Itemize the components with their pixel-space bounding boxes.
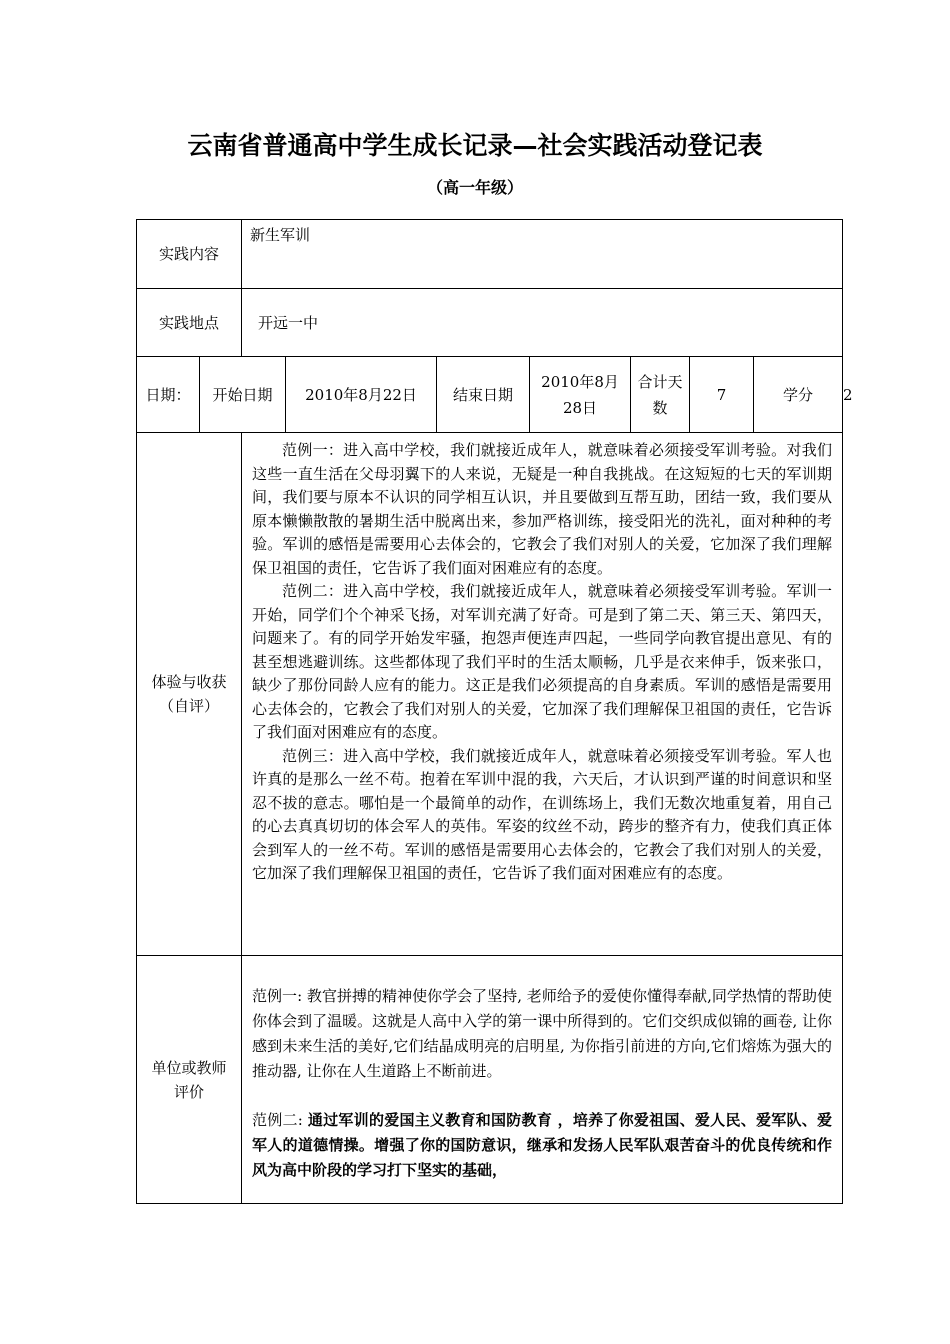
total-days-value: 7 xyxy=(690,357,754,433)
content-row xyxy=(137,220,843,289)
start-date-value: 2010年8月22日 xyxy=(286,357,437,433)
content-label: 实践内容 xyxy=(137,220,242,289)
page-title: 云南省普通高中学生成长记录—社会实践活动登记表 xyxy=(187,131,763,160)
experience-paragraph: 范例三：进入高中学校，我们就接近成年人，就意味着必须接受军训考验。军人也许真的是那么一丝不苟。抱着在军训中混的我，六天后，才认识到严谨的时间意识和坚忍不拔的意志。哪怕是一个最简单的动作，在训练场上，我们无数次地重复着，用自己的心去真真切切的体会军人的英伟。军姿的纹丝不动，跨步的整齐有力，使我们真正体会到军人的一丝不苟。军训的感悟是需要用心去体会的，它教会了我们对别人的关爱，它加深了我们理解保卫祖国的责任，它告诉了我们面对困难应有的态度。 xyxy=(252,746,833,882)
evaluation-paragraph-1: 范例一: 教官拼搏的精神使你学会了坚持, 老师给予的爱使你懂得奉献,同学热情的帮助使你体会到了温暖。这就是人高中入学的第一课中所得到的。它们交织成似锦的画卷, 让你感到未来生活的美好,它们结晶成明亮的启明星, 为你指引前进的方向,它们熔炼为强大的推动器, 让你在人生道路上不断前进。 xyxy=(252,987,833,1080)
experience-paragraph: 范例二：进入高中学校，我们就接近成年人，就意味着必须接受军训考验。军训一开始，同学们个个神采飞扬，对军训充满了好奇。可是到了第二天、第三天、第四天，问题来了。有的同学开始发牢骚，抱怨声便连声四起，一些同学向教官提出意见、有的甚至想逃避训练。这些都体现了我们平时的生活太顺畅，几乎是衣来伸手，饭来张口，缺少了那份同龄人应有的能力。这正是我们必须提高的自身素质。军训的感悟是需要用心去体会的，它教会了我们对别人的关爱，它加深了我们理解保卫祖国的责任，它告诉了我们面对困难应有的态度。 xyxy=(252,582,833,741)
experience-label-line2: （自评） xyxy=(159,697,220,715)
date-label: 日期： xyxy=(137,357,200,433)
evaluation-row xyxy=(137,956,843,1204)
evaluation-paragraph-2-prefix: 范例二: xyxy=(252,1111,308,1129)
dates-row: 日期： 开始日期 2010年8月22日 结束日期 2010年8月28日 合计天数 7 学分 2 xyxy=(137,357,843,433)
experience-label-line1: 体验与收获 xyxy=(151,673,227,691)
page-subtitle: （高一年级） xyxy=(426,178,523,197)
content-value: 新生军训 xyxy=(242,220,843,289)
experience-text xyxy=(242,433,843,956)
evaluation-text xyxy=(242,956,843,1204)
end-date-value: 2010年8月28日 xyxy=(530,357,631,433)
evaluation-label-line1: 单位或教师 xyxy=(151,1058,227,1077)
evaluation-paragraph-2 xyxy=(252,1108,832,1183)
registration-form-table xyxy=(136,219,853,1204)
evaluation-paragraph-2-bold: 通过军训的爱国主义教育和国防教育 ，培养了你爱祖国、爱人民、爱军队、爱军人的道德情操。增强了你的国防意识，继承和发扬人民军队艰苦奋斗的优良传统和作风为高中阶段的学习打下坚实的基础， xyxy=(252,1111,833,1179)
location-label: 实践地点 xyxy=(137,289,242,357)
evaluation-label xyxy=(137,956,242,1204)
total-days-label: 合计天数 xyxy=(631,357,690,433)
start-date-label: 开始日期 xyxy=(200,357,286,433)
location-row xyxy=(137,289,843,357)
evaluation-label-line2: 评价 xyxy=(174,1082,205,1101)
experience-label xyxy=(137,433,242,956)
location-value: 开远一中 xyxy=(242,289,843,357)
end-date-label: 结束日期 xyxy=(437,357,530,433)
experience-paragraph: 范例一：进入高中学校，我们就接近成年人，就意味着必须接受军训考验。对我们这些一直生活在父母羽翼下的人来说，无疑是一种自我挑战。在这短短的七天的军训期间，我们要与原本不认识的同学相互认识，并且要做到互帮互助，团结一致，我们要从原本懒懒散散的暑期生活中脱离出来，参加严格训练，接受阳光的洗礼，面对种种的考验。军训的感悟是需要用心去体会的，它教会了我们对别人的关爱，它加深了我们理解保卫祖国的责任，它告诉了我们面对困难应有的态度。 xyxy=(252,441,833,577)
credit-label: 学分 xyxy=(754,357,843,433)
experience-row xyxy=(137,433,843,956)
